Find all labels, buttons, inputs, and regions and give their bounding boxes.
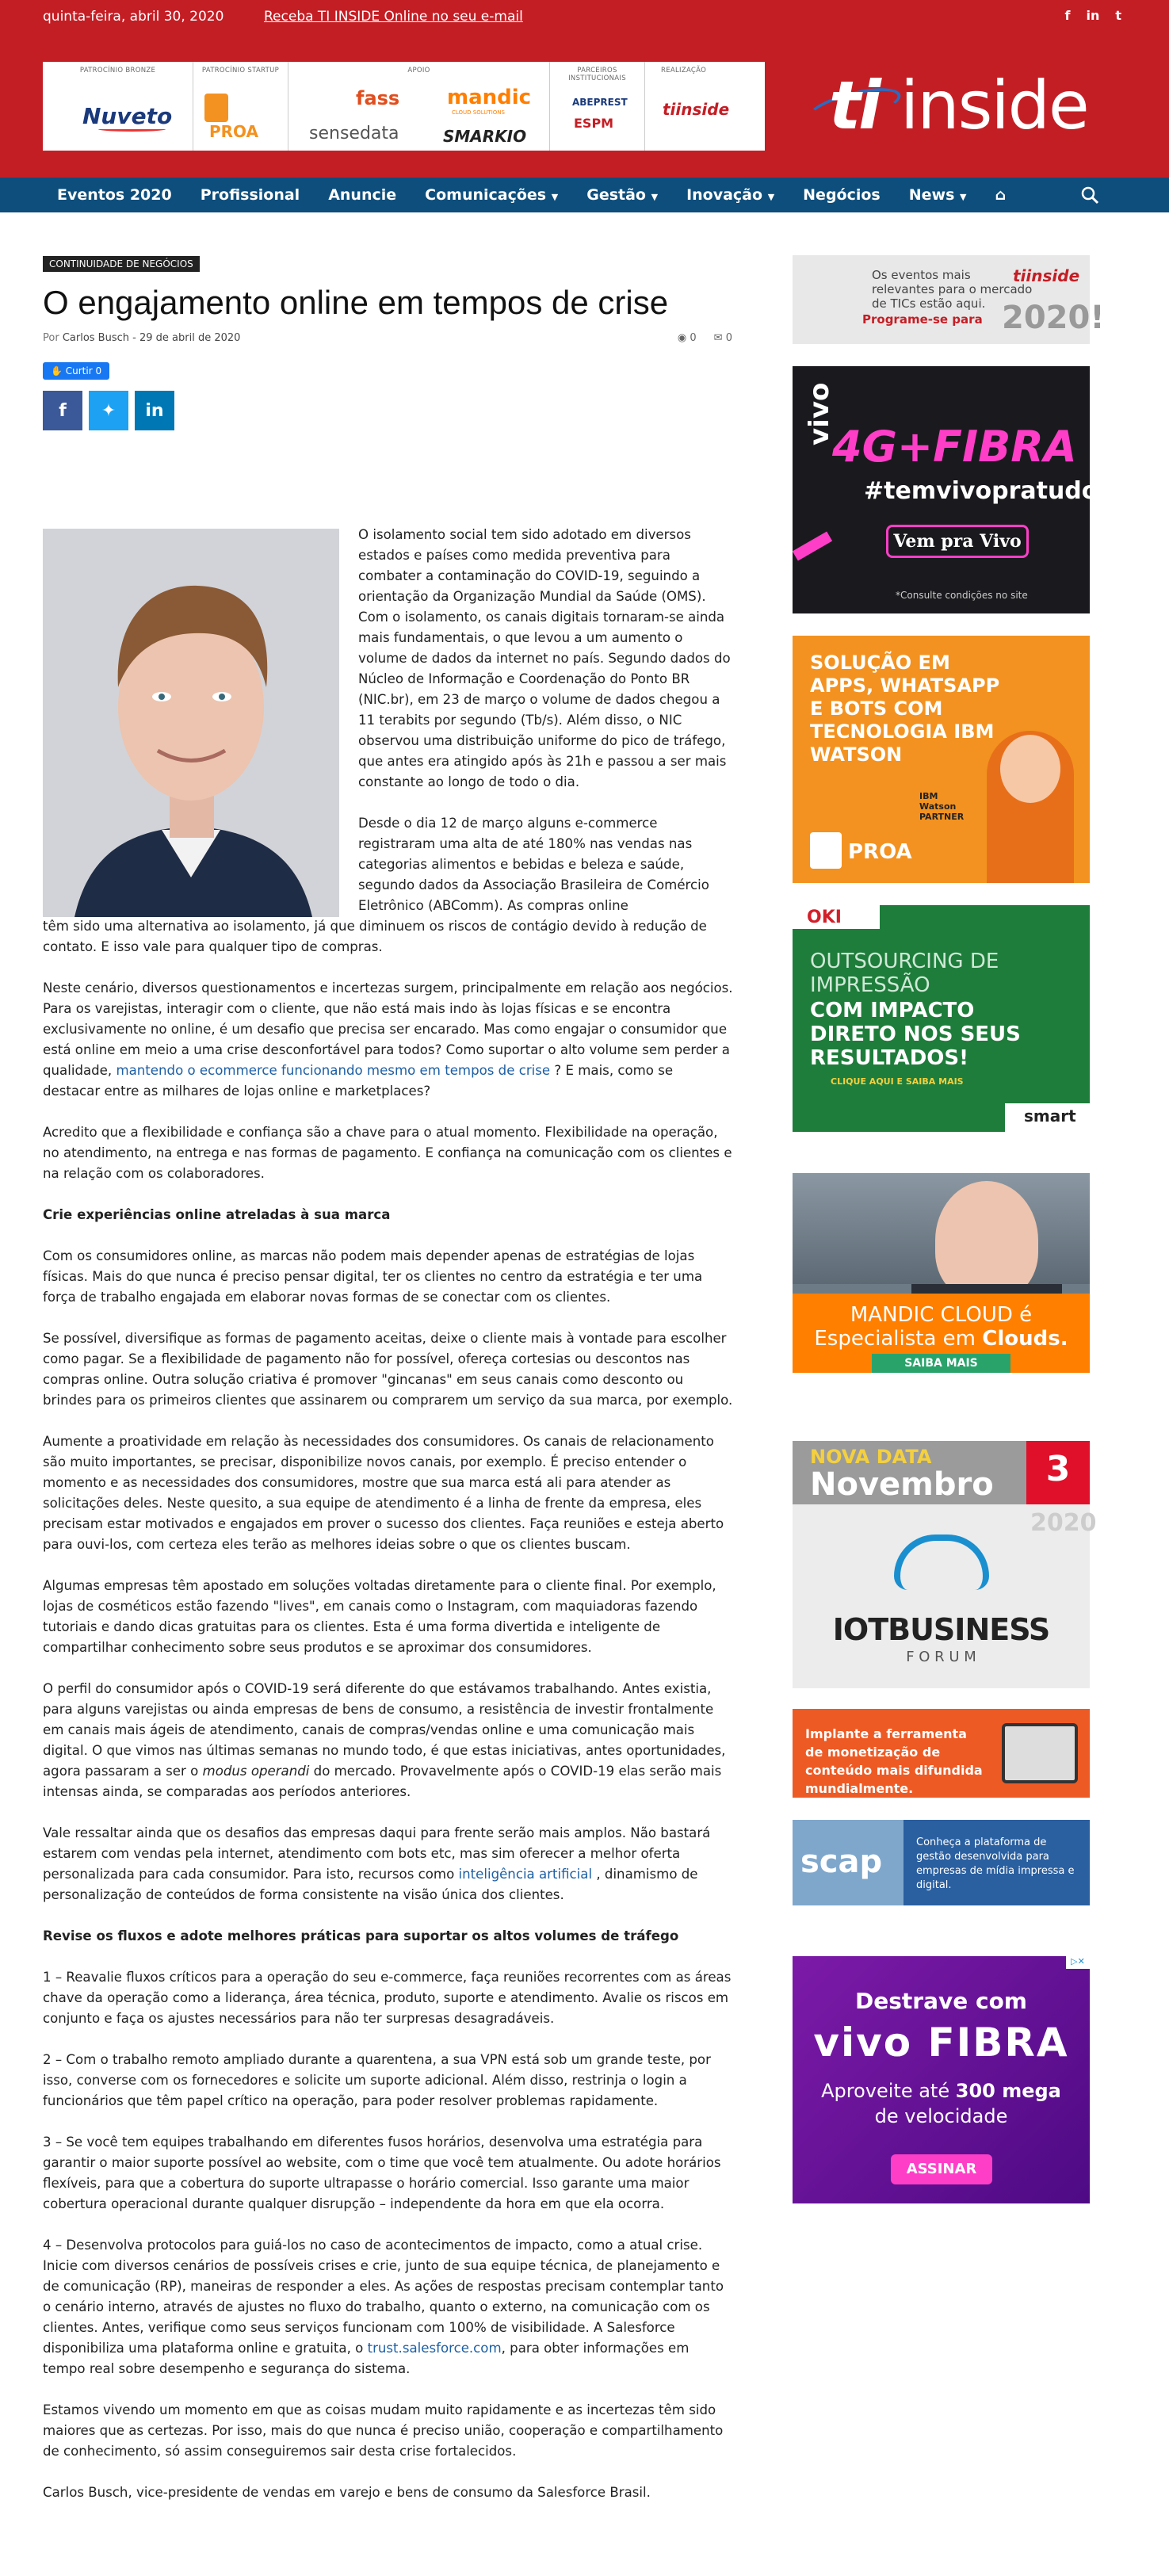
paragraph: Neste cenário, diversos questionamentos e incertezas surgem, principalmente em relação aos negócios. Para os varejistas, interagir com o cliente, que não está mais indo às lojas físicas e se encontra exclusivamente no online, é um desafio que precisa ser encarado. Mas como engajar o consumidor que está online em meio a uma crise desconfortável para todos? Como suportar o alto volume sem perder a qualidade, mantendo o ecommerce funcionando mesmo em tempos de crise ? E mais, como se destacar entre as milhares de lojas online e marketplaces?: [43, 980, 733, 1099]
tiinside-small-logo[interactable]: tiinside: [663, 100, 730, 119]
article-body: [43, 525, 734, 2524]
nav-item-comunicacoes[interactable]: Comunicações ▼: [425, 186, 559, 204]
paragraph: Algumas empresas têm apostado em soluções voltadas diretamente para o cliente final. Por exemplo, lojas de cosméticos estão fazendo "lives", em canais como o Instagram, com maquiadoras fazendo tutoriais e dando dicas gratuitas para os clientes. Esta é uma forma divertida e inteligente de compartilhar conhecimento sobre seus produtos e se aproximar dos consumidores.: [43, 1578, 716, 1655]
paragraph: Estamos vivendo um momento em que as coisas mudam muito rapidamente e as incertezas têm sido maiores que as certezas. Por isso, mais do que nunca é preciso união, cooperação e compartilhamento de conhecimento, só assim conseguiremos sair desta crise fortalecidos.: [43, 2402, 724, 2459]
nav-item-inovacao[interactable]: Inovação ▼: [686, 186, 775, 204]
ad-tiinside-events[interactable]: Os eventos mais relevantes para o mercado de TICs estão aqui. Programe-se para tiinside 2020!: [793, 255, 1090, 344]
share-buttons: [43, 391, 732, 430]
facebook-icon: f: [59, 400, 67, 421]
abeprest-logo[interactable]: ABEPREST: [572, 97, 628, 108]
chevron-down-icon: ▼: [767, 192, 775, 202]
sponsor-group-apoio: APOIO fass mandic CLOUD SOLUTIONS sensedata SMARKIO: [288, 62, 550, 151]
proa-logo[interactable]: PROA: [209, 122, 259, 141]
nav-item-negocios[interactable]: Negócios: [803, 186, 881, 204]
comment-icon: ✉: [713, 332, 723, 344]
paragraph: Se possível, diversifique as formas de pagamento aceitas, deixe o cliente mais à vontade para escolher como pagar. Se a flexibilidade de pagamento não for possível, ofereça cortesias ou descontos nas compras online. Outra solução criativa é promover "gincanas" em seus canais como desconto ou brindes para os primeiros clientes que assinarem ou comprarem um serviço da sua marca, por exemplo.: [43, 1331, 733, 1408]
sponsor-group-bronze: PATROCÍNIO BRONZE Nuveto: [43, 62, 193, 151]
article-header: [43, 255, 732, 430]
newsletter-link[interactable]: Receba TI INSIDE Online no seu e-mail: [264, 9, 523, 25]
sponsors-banner[interactable]: [43, 62, 765, 151]
sponsor-group-realizacao: REALIZAÇÃO tiinside: [661, 67, 730, 119]
sponsor-group-institucionais: PARCEIROS INSTITUCIONAIS ABEPREST ESPM: [550, 62, 645, 151]
facebook-like-button[interactable]: ✋ Curtir 0: [43, 362, 109, 380]
paragraph: 3 – Se você tem equipes trabalhando em diferentes fusos horários, desenvolva uma estratégia para garantir o maior suporte possível ao website, com o time que você tem atualmente. Ou adote horários flexíveis, para que a cobertura do suporte ultrapasse o horário comercial. Isso garante uma maior cobertura operacional durante qualquer disrupção – independente da hora em que ela ocorra.: [43, 2135, 721, 2211]
article-meta: Por Carlos Busch - 29 de abril de 2020 ◉ 0 ✉ 0: [43, 332, 732, 344]
site-header: [0, 35, 1169, 178]
social-links: [1065, 8, 1122, 23]
site-logo[interactable]: ti inside: [807, 67, 1060, 146]
paragraph: Aumente a proatividade em relação às necessidades dos consumidores. Os canais de relacionamento são muito importantes, se precisar, disponibilize novos canais, por exemplo. É preciso entender o momento e as necessidades dos consumidores, mostre que sua marca está ali para atender as solicitações deles. Neste quesito, a sua equipe de atendimento é a linha de frente da empresa, eles precisam estar motivados e engajados em prover o sucesso dos clientes. Faça reuniões e esteja aberto para ouvi-los, com certeza eles terão as melhores ideias sobre o que os clientes buscam.: [43, 1434, 724, 1552]
linkedin-icon: in: [145, 400, 164, 421]
eye-icon: ◉: [677, 332, 687, 344]
home-icon: ⌂: [995, 186, 1007, 204]
nav-item-gestao[interactable]: Gestão ▼: [586, 186, 659, 204]
author-link[interactable]: Carlos Busch: [62, 332, 130, 344]
current-date: quinta-feira, abril 30, 2020: [43, 9, 224, 25]
share-twitter-button[interactable]: [89, 391, 128, 430]
linkedin-icon[interactable]: in: [1086, 8, 1100, 23]
twitter-icon[interactable]: t: [1115, 8, 1121, 23]
salesforce-trust-link[interactable]: trust.salesforce.com: [367, 2341, 502, 2356]
facebook-icon[interactable]: f: [1064, 8, 1071, 23]
paragraph: Acredito que a flexibilidade e confiança são a chave para o atual momento. Flexibilidade na operação, no atendimento, na entrega e nas formas de pagamento. E confiança na comunicação com os clientes e na relação com os colaboradores.: [43, 1125, 732, 1181]
ad-vivo-4g-fibra[interactable]: vivo 4G+FIBRA #temvivopratudo Vem pra Vivo *Consulte condições no site: [793, 366, 1090, 613]
nav-item-eventos[interactable]: Eventos 2020: [57, 186, 172, 204]
ad-oki-outsourcing[interactable]: OKI OUTSOURCING DE IMPRESSÃO COM IMPACTO DIRETO NOS SEUS RESULTADOS! CLIQUE AQUI E SAIBA MAIS smart: [793, 905, 1090, 1132]
paragraph: 2 – Com o trabalho remoto ampliado durante a quarentena, a sua VPN está sob um grande teste, por isso, converse com os fornecedores e solicite um suporte adicional. Além disso, restrinja o login a funcionários que têm papel crítico na operação, para poder resolver problemas rapidamente.: [43, 2052, 711, 2108]
sensedata-logo[interactable]: sensedata: [309, 124, 399, 143]
thumbs-up-icon: ✋: [51, 365, 66, 376]
chevron-down-icon: ▼: [960, 192, 967, 202]
ad-vivo-fibra[interactable]: ▷✕ Destrave com vivo FIBRA Aproveite até 300 mega de velocidade ASSINAR: [793, 1956, 1090, 2203]
category-tag[interactable]: CONTINUIDADE DE NEGÓCIOS: [43, 256, 200, 272]
espm-logo[interactable]: ESPM: [574, 116, 614, 131]
ad-iot-business-forum[interactable]: NOVA DATA Novembro 3 2020 IOTBUSINESS F O R U M: [793, 1441, 1090, 1688]
paragraph: 1 – Reavalie fluxos críticos para a operação do seu e-commerce, faça reuniões recorrentes com as áreas chave da operação como a liderança, área técnica, produto, suporte e atendimento. Avalie os riscos em conjunto e faça os ajustes necessários para não ter surpresas desagradáveis.: [43, 1970, 732, 2026]
paragraph: Com os consumidores online, as marcas não podem mais depender apenas de estratégias de lojas físicas. Mais do que nunca é preciso pensar digital, ter os clientes no centro da estratégia e ter uma força de trabalho engajada em elaborar novas formas de se conectar com os clientes.: [43, 1248, 703, 1305]
paragraph: 4 – Desenvolva protocolos para guiá-los no caso de acontecimentos de impacto, como a atual crise. Inicie com diversos cenários de possíveis crises e crie, junto de sua equipe técnica, de planejamento e de comunicação (RP), maneiras de responder a eles. As ações de respostas precisam contemplar tanto o cenário interno, através de ajustes no fluxo do trabalho, quanto o externo, na comunicação com os clientes. Antes, verifique como seus serviços funcionam com 100% de visibilidade. A Salesforce disponibiliza uma plataforma online e gratuita, o trust.salesforce.com, para obter informações em tempo real sobre desempenho e segurança do sistema.: [43, 2238, 724, 2376]
smarkio-logo[interactable]: SMARKIO: [443, 127, 527, 146]
ecommerce-link[interactable]: mantendo o ecommerce funcionando mesmo em tempos de crise: [116, 1063, 551, 1078]
publish-date: 29 de abril de 2020: [139, 332, 241, 344]
nav-item-profissional[interactable]: Profissional: [200, 186, 300, 204]
share-facebook-button[interactable]: [43, 391, 82, 430]
fass-logo[interactable]: fass: [356, 87, 400, 109]
paragraph: Vale ressaltar ainda que os desafios das empresas daqui para frente serão mais amplos. Não bastará estarem com vendas pela internet, atendimento com bots etc, mas sim oferecer a melhor oferta personalizada para cada consumidor. Para isto, recursos como inteligência artificial , dinamismo de personalização de conteúdos de forma consistente na visão única dos clientes.: [43, 1825, 711, 1902]
paragraph: Desde o dia 12 de março alguns e-commerce registraram uma alta de até 180% nas vendas nas categorias alimentos e bebidas e beleza e saúde, segundo dados da Associação Brasileira de Comércio Eletrônico (ABComm). As compras online têm sido uma alternativa ao isolamento, já que diminuem os riscos de contágio devido à redução de contato. E isso vale para qualquer tipo de compras.: [43, 816, 709, 954]
search-icon[interactable]: [1080, 185, 1099, 204]
paragraph: O perfil do consumidor após o COVID-19 será diferente do que estávamos trabalhando. Antes existia, para alguns varejistas ou ainda empresas de bens de consumo, a resistência de investir frontalmente em canais mais ágeis de atendimento, canais de compras/vendas online e uma comunicação mais digital. O que vimos nas últimas semanas no mundo todo, é que estas iniciativas, antes oportunidades, agora passaram a ser o modus operandi do mercado. Provavelmente após o COVID-19 elas serão mais intensas ainda, se comparadas aos períodos anteriores.: [43, 1681, 726, 1799]
ai-link[interactable]: inteligência artificial: [458, 1867, 593, 1882]
paragraph: O isolamento social tem sido adotado em diversos estados e países como medida preventiva para combater a contaminação do COVID-19, seguindo a orientação da Organização Mundial da Saúde (OMS). Com o isolamento, os canais digitais tornaram-se ainda mais fundamentais, o que levou a um aumento o volume de dados da internet no país. Segundo dados do Núcleo de Informação e Coordenação do Ponto BR (NIC.br), em 23 de março o volume de dados chegou a 11 terabits por segundo (Tb/s). Além disso, o NIC observou uma distribuição uniforme do pico de tráfego, que antes era atingido após às 21h e passou a ser mais constante ao longo de todo o dia.: [358, 527, 731, 789]
chevron-down-icon: ▼: [651, 192, 659, 202]
share-linkedin-button[interactable]: [135, 391, 174, 430]
ad-proa-ibm-watson[interactable]: SOLUÇÃO EM APPS, WHATSAPP E BOTS COM TECNOLOGIA IBM WATSON PROA IBM Watson PARTNER: [793, 636, 1090, 883]
ad-mandic-cloud[interactable]: MANDIC CLOUD é Especialista em Clouds. SAIBA MAIS: [793, 1173, 1090, 1373]
sponsor-group-startup: PATROCÍNIO STARTUP PROA: [193, 62, 288, 151]
cloud-icon: [894, 1535, 989, 1590]
adchoices-icon[interactable]: ▷✕: [1066, 1956, 1090, 1969]
nav-item-home[interactable]: [981, 178, 1021, 212]
section-heading: Crie experiências online atreladas à sua marca: [43, 1207, 391, 1222]
author-bio: Carlos Busch, vice-presidente de vendas em varejo e bens de consumo da Salesforce Brasil.: [43, 2485, 651, 2500]
section-heading: Revise os fluxos e adote melhores práticas para suportar os altos volumes de tráfego: [43, 1928, 679, 1943]
ad-scap[interactable]: scap Conheça a plataforma de gestão desenvolvida para empresas de mídia impressa e digital.: [793, 1820, 1090, 1905]
chevron-down-icon: ▼: [551, 192, 559, 202]
ad-monetization[interactable]: Implante a ferramenta de monetização de conteúdo mais difundida mundialmente.: [793, 1709, 1090, 1798]
main-navigation: [0, 178, 1169, 212]
article-title: O engajamento online em tempos de crise: [43, 284, 669, 321]
nav-item-anuncie[interactable]: Anuncie: [328, 186, 397, 204]
views-count: ◉ 0: [677, 332, 697, 344]
mandic-logo[interactable]: mandic: [447, 86, 532, 109]
twitter-icon: ✦: [101, 400, 117, 421]
nuveto-logo[interactable]: Nuveto: [82, 103, 173, 129]
comments-count[interactable]: ✉ 0: [713, 332, 732, 344]
top-bar: [0, 0, 1169, 35]
nav-item-news[interactable]: News ▼: [908, 186, 967, 204]
